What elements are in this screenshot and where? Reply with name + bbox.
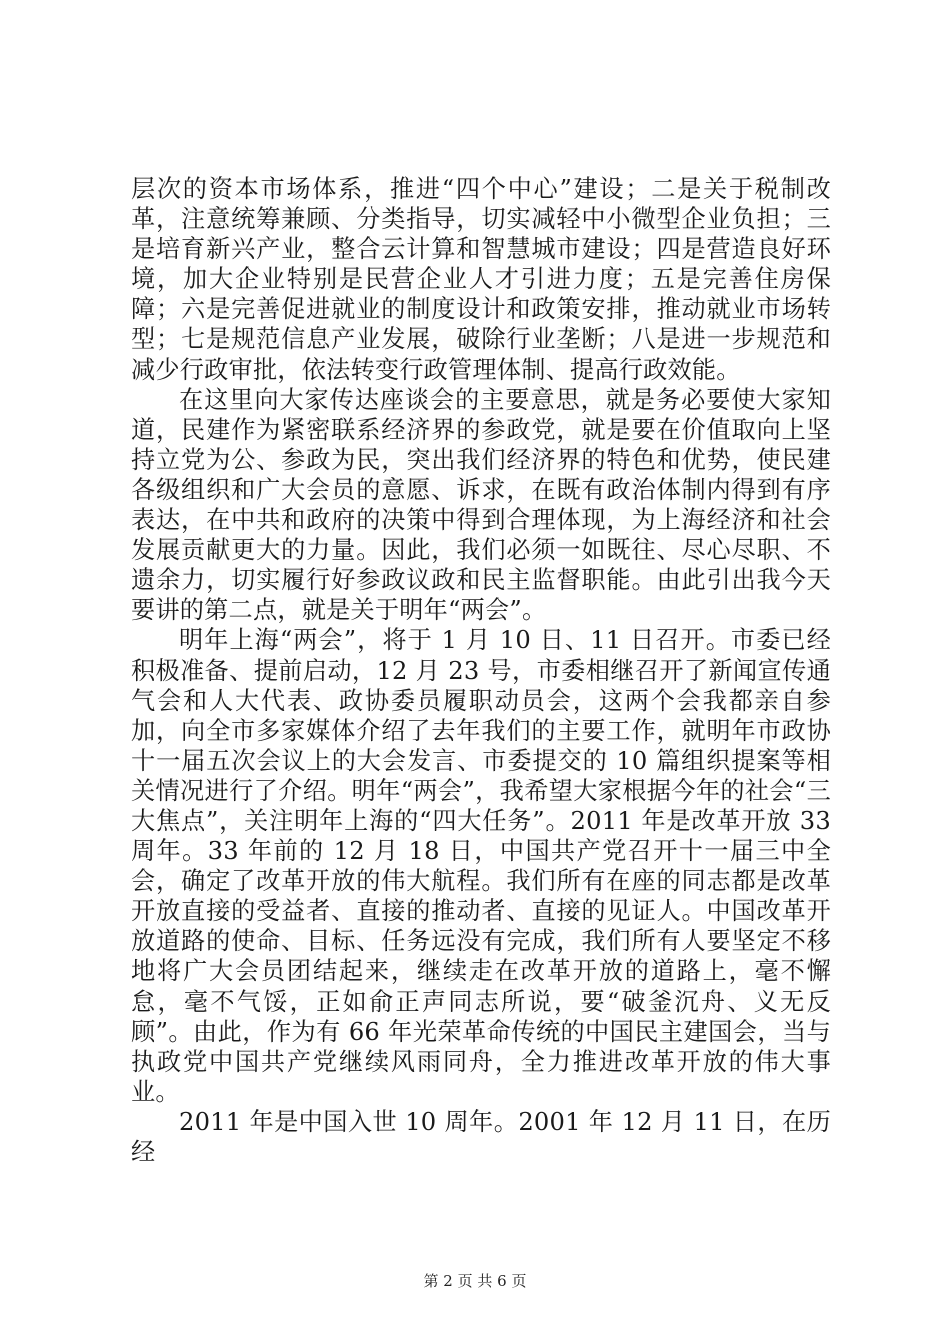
paragraph: 2011 年是中国入世 10 周年。2001 年 12 月 11 日，在历经: [131, 1107, 831, 1166]
paragraph: 在这里向大家传达座谈会的主要意思，就是务必要使大家知道，民建作为紧密联系经济界的参政党，就是要在价值取向上坚持立党为公、参政为民，突出我们经济界的特色和优势，使民建各级组织和广大会员的意愿、诉求，在既有政治体制内得到有序表达，在中共和政府的决策中得到合理体现，为上海经济和社会发展贡献更大的力量。因此，我们必须一如既往、尽心尽职、不遗余力，切实履行好参政议政和民主监督职能。由此引出我今天要讲的第二点，就是关于明年“两会”。: [131, 385, 831, 625]
paragraph: 层次的资本市场体系，推进“四个中心”建设；二是关于税制改革，注意统筹兼顾、分类指导，切实减轻中小微型企业负担；三是培育新兴产业，整合云计算和智慧城市建设；四是营造良好环境，加大企业特别是民营企业人才引进力度；五是完善住房保障；六是完善促进就业的制度设计和政策安排，推动就业市场转型；七是规范信息产业发展，破除行业垄断；八是进一步规范和减少行政审批，依法转变行政管理体制、提高行政效能。: [131, 175, 831, 384]
page-number-footer: 第 2 页 共 6 页: [423, 1272, 527, 1290]
paragraph: 明年上海“两会”，将于 1 月 10 日、11 日召开。市委已经积极准备、提前启动，12 月 23 号，市委相继召开了新闻宣传通气会和人大代表、政协委员履职动员会，这两个会我都亲自参加，向全市多家媒体介绍了去年我们的主要工作，就明年市政协十一届五次会议上的大会发言、市委提交的 10 篇组织提案等相关情况进行了介绍。明年“两会”，我希望大家根据今年的社会“三大焦点”，关注明年上海的“四大任务”。2011 年是改革开放 33 周年。33 年前的 12 月 18 日，中国共产党召开十一届三中全会，确定了改革开放的伟大航程。我们所有在座的同志都是改革开放直接的受益者、直接的推动者、直接的见证人。中国改革开放道路的使命、目标、任务远没有完成，我们所有人要坚定不移地将广大会员团结起来，继续走在改革开放的道路上，毫不懈怠，毫不气馁，正如俞正声同志所说，要“破釜沉舟、义无反顾”。由此，作为有 66 年光荣革命传统的中国民主建国会，当与执政党中国共产党继续风雨同舟，全力推进改革开放的伟大事业。: [131, 626, 831, 1106]
body-text: [131, 174, 831, 1167]
